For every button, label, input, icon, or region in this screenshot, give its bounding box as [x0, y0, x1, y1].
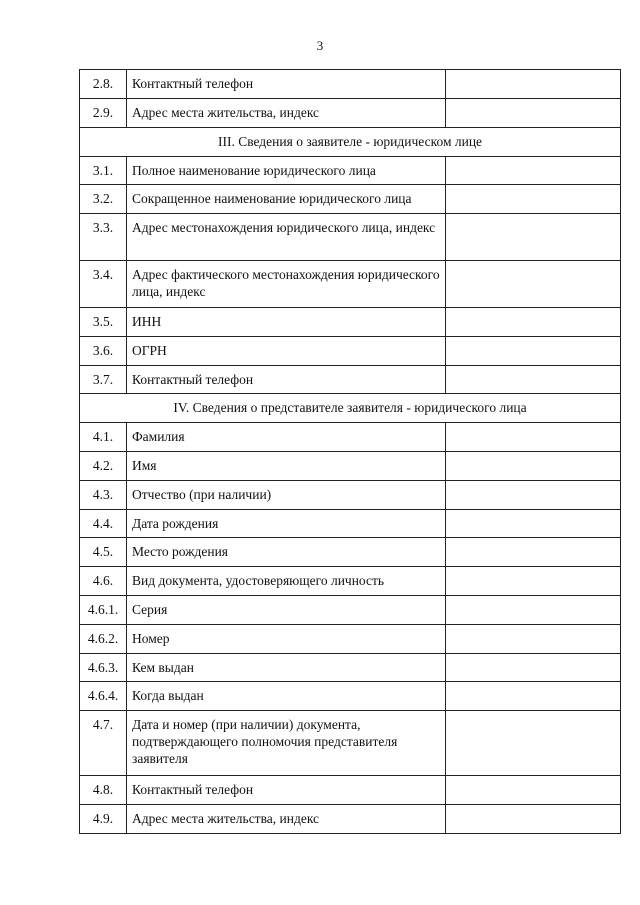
row-number: 4.6.4.	[80, 682, 127, 711]
field-label: Контактный телефон	[127, 776, 446, 805]
table-row	[80, 337, 621, 366]
row-number: 4.9.	[80, 805, 127, 834]
row-number: 4.6.1.	[80, 596, 127, 625]
row-number: 3.3.	[80, 214, 127, 261]
field-label: Адрес места жительства, индекс	[127, 99, 446, 128]
field-label: Место рождения	[127, 538, 446, 567]
table-row	[80, 625, 621, 654]
field-label: Серия	[127, 596, 446, 625]
field-value-cell[interactable]	[446, 625, 621, 654]
section-header-row	[80, 128, 621, 157]
row-number: 4.1.	[80, 423, 127, 452]
field-label: Адрес местонахождения юридического лица, индекс	[127, 214, 446, 261]
section-header-row	[80, 394, 621, 423]
table-row	[80, 682, 621, 711]
table-row	[80, 99, 621, 128]
field-value-cell[interactable]	[446, 261, 621, 308]
field-label: Фамилия	[127, 423, 446, 452]
row-number: 4.3.	[80, 481, 127, 510]
page-number: 3	[316, 38, 324, 53]
field-value-cell[interactable]	[446, 366, 621, 394]
field-label: Имя	[127, 452, 446, 481]
row-number: 4.6.2.	[80, 625, 127, 654]
row-number: 4.8.	[80, 776, 127, 805]
field-value-cell[interactable]	[446, 423, 621, 452]
field-label: Отчество (при наличии)	[127, 481, 446, 510]
table-row	[80, 805, 621, 834]
field-label: Номер	[127, 625, 446, 654]
table-row	[80, 185, 621, 214]
field-value-cell[interactable]	[446, 654, 621, 682]
field-label: Контактный телефон	[127, 366, 446, 394]
field-value-cell[interactable]	[446, 538, 621, 567]
field-value-cell[interactable]	[446, 567, 621, 596]
field-label: ОГРН	[127, 337, 446, 366]
field-label: Вид документа, удостоверяющего личность	[127, 567, 446, 596]
row-number: 2.9.	[80, 99, 127, 128]
field-value-cell[interactable]	[446, 682, 621, 711]
row-number: 3.2.	[80, 185, 127, 214]
row-number: 4.7.	[80, 711, 127, 776]
field-value-cell[interactable]	[446, 70, 621, 99]
table-row	[80, 596, 621, 625]
row-number: 3.5.	[80, 308, 127, 337]
field-value-cell[interactable]	[446, 510, 621, 538]
row-number: 2.8.	[80, 70, 127, 99]
application-form-table	[79, 69, 621, 834]
field-value-cell[interactable]	[446, 711, 621, 776]
row-number: 3.7.	[80, 366, 127, 394]
table-row	[80, 776, 621, 805]
field-value-cell[interactable]	[446, 157, 621, 185]
field-label: ИНН	[127, 308, 446, 337]
table-row	[80, 261, 621, 308]
table-row	[80, 654, 621, 682]
row-number: 4.4.	[80, 510, 127, 538]
field-value-cell[interactable]	[446, 452, 621, 481]
field-label: Сокращенное наименование юридического лица	[127, 185, 446, 214]
table-row	[80, 70, 621, 99]
field-label: Адрес места жительства, индекс	[127, 805, 446, 834]
field-value-cell[interactable]	[446, 776, 621, 805]
field-label: Дата рождения	[127, 510, 446, 538]
row-number: 3.1.	[80, 157, 127, 185]
row-number: 4.6.	[80, 567, 127, 596]
field-label: Дата и номер (при наличии) документа, подтверждающего полномочия представителя заявителя	[127, 711, 446, 776]
table-body	[80, 70, 621, 834]
row-number: 4.5.	[80, 538, 127, 567]
field-label: Адрес фактического местонахождения юридического лица, индекс	[127, 261, 446, 308]
table-row	[80, 510, 621, 538]
field-value-cell[interactable]	[446, 596, 621, 625]
table-row	[80, 481, 621, 510]
row-number: 4.2.	[80, 452, 127, 481]
field-value-cell[interactable]	[446, 805, 621, 834]
field-label: Когда выдан	[127, 682, 446, 711]
row-number: 3.6.	[80, 337, 127, 366]
table-row	[80, 157, 621, 185]
row-number: 3.4.	[80, 261, 127, 308]
field-value-cell[interactable]	[446, 185, 621, 214]
field-label: Кем выдан	[127, 654, 446, 682]
table-row	[80, 366, 621, 394]
field-value-cell[interactable]	[446, 214, 621, 261]
section-title: IV. Сведения о представителе заявителя - юридического лица	[80, 394, 621, 423]
field-label: Полное наименование юридического лица	[127, 157, 446, 185]
field-value-cell[interactable]	[446, 99, 621, 128]
table-row	[80, 214, 621, 261]
table-row	[80, 711, 621, 776]
table-row	[80, 452, 621, 481]
row-number: 4.6.3.	[80, 654, 127, 682]
field-label: Контактный телефон	[127, 70, 446, 99]
field-value-cell[interactable]	[446, 337, 621, 366]
table-row	[80, 538, 621, 567]
table-row	[80, 423, 621, 452]
field-value-cell[interactable]	[446, 481, 621, 510]
table-row	[80, 308, 621, 337]
field-value-cell[interactable]	[446, 308, 621, 337]
table-row	[80, 567, 621, 596]
section-title: III. Сведения о заявителе - юридическом лице	[80, 128, 621, 157]
